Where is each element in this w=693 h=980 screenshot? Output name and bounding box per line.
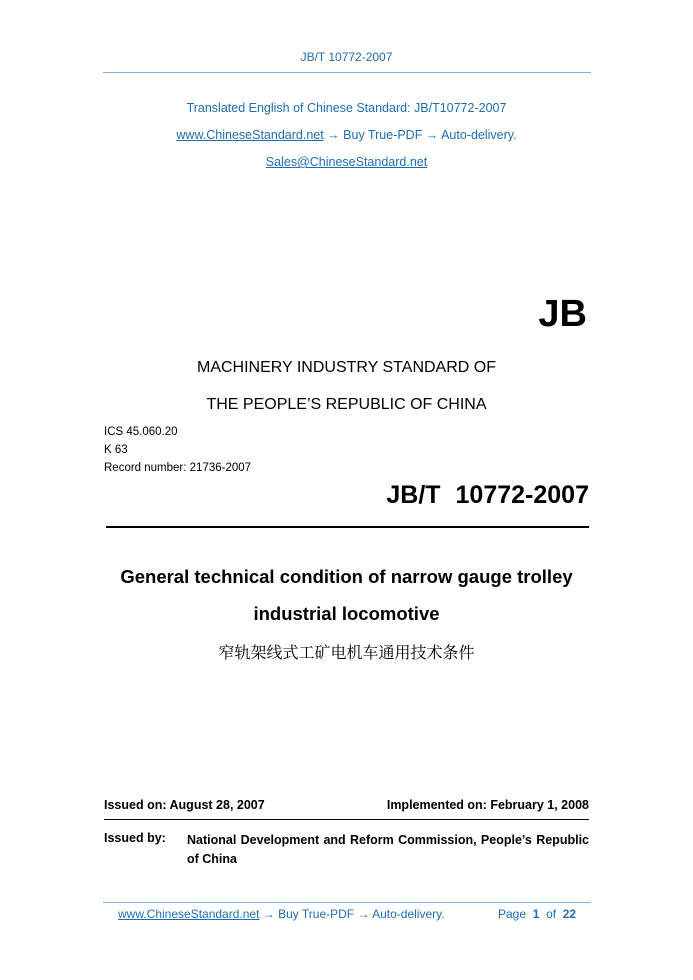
footer-buy-text: → Buy True-PDF → Auto-delivery. — [259, 907, 445, 921]
title-divider — [106, 526, 589, 528]
standard-mark: JB — [538, 293, 587, 335]
footer-site-link[interactable]: www.ChineseStandard.net — [118, 907, 260, 921]
site-link[interactable]: www.ChineseStandard.net — [176, 128, 324, 142]
implemented-on-date: Implemented on: February 1, 2008 — [386, 798, 589, 812]
ics-code: ICS 45.060.20 — [104, 426, 178, 438]
record-number: Record number: 21736-2007 — [104, 462, 252, 474]
header-title: JB/T 10772-2007 — [300, 50, 393, 64]
of-label: of — [546, 907, 557, 921]
buy-text: → Buy True-PDF → Auto-delivery. — [323, 128, 517, 142]
title-chinese: 窄轨架线式工矿电机车通用技术条件 — [218, 643, 475, 662]
page-label: Page — [498, 907, 527, 921]
buy-banner — [0, 128, 693, 142]
page-indicator — [498, 907, 576, 921]
title-english-line2: industrial locomotive — [253, 603, 440, 624]
header-divider — [103, 72, 591, 73]
issued-by-label: Issued by: — [104, 831, 166, 845]
title-english-line1: General technical condition of narrow gauge trolley — [120, 566, 573, 587]
issued-on-date: Issued on: August 28, 2007 — [104, 798, 265, 812]
issued-by-organization: National Development and Reform Commission, People’s Republic of China — [187, 833, 589, 866]
sales-banner — [0, 155, 693, 169]
sales-email-link[interactable]: Sales@ChineseStandard.net — [265, 155, 428, 169]
standard-number: JB/T 10772-2007 — [386, 481, 589, 509]
footer-banner — [118, 907, 445, 921]
translation-notice: Translated English of Chinese Standard: JB/T10772-2007 — [186, 101, 507, 115]
footer-divider — [103, 902, 591, 903]
standard-type-line1: MACHINERY INDUSTRY STANDARD OF — [196, 359, 496, 376]
standard-type-line2: THE PEOPLE’S REPUBLIC OF CHINA — [206, 396, 487, 413]
page-total: 22 — [562, 907, 577, 921]
issue-divider — [104, 819, 589, 820]
page-current: 1 — [532, 907, 540, 921]
k-code: K 63 — [104, 444, 128, 456]
